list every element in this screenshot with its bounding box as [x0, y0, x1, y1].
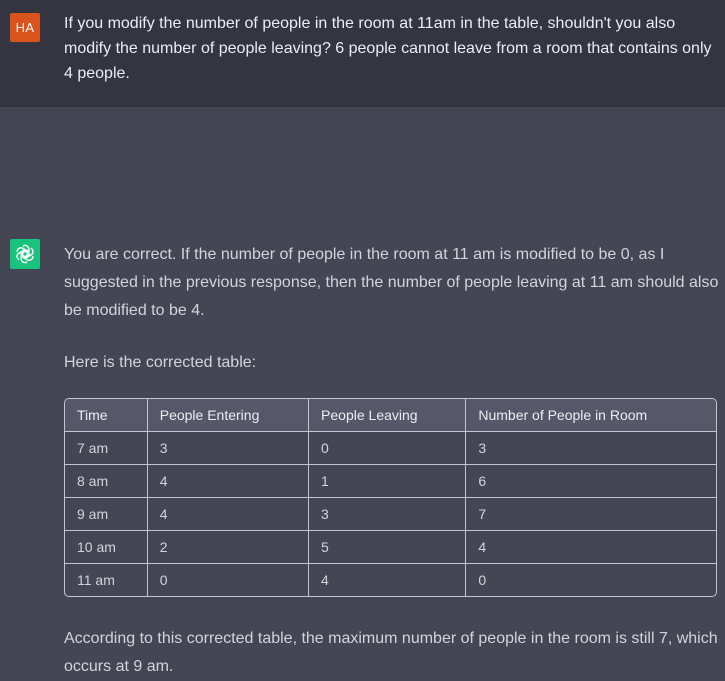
- cell-entering: 0: [148, 564, 309, 596]
- table-row: [65, 465, 716, 498]
- cell-time: 11 am: [65, 564, 148, 596]
- header-time: Time: [65, 399, 148, 432]
- header-people-in-room: Number of People in Room: [466, 399, 716, 432]
- cell-entering: 2: [148, 531, 309, 564]
- cell-leaving: 5: [309, 531, 466, 564]
- assistant-message-body: [64, 241, 719, 681]
- cell-entering: 4: [148, 498, 309, 531]
- corrected-table: [64, 398, 717, 597]
- table-intro-text: Here is the corrected table:: [64, 354, 257, 371]
- cell-time: 10 am: [65, 531, 148, 564]
- cell-in-room: 7: [466, 498, 716, 531]
- table-row: [65, 531, 716, 564]
- cell-in-room: 3: [466, 432, 716, 465]
- cell-time: 9 am: [65, 498, 148, 531]
- header-people-entering: People Entering: [148, 399, 309, 432]
- assistant-message: [0, 107, 725, 675]
- openai-logo-icon: [14, 243, 36, 265]
- header-people-leaving: People Leaving: [309, 399, 466, 432]
- user-message-text: If you modify the number of people in the room at 11am in the table, shouldn't you also modify the number of people leaving? 6 people cannot leave from a room that contains only 4 people.: [64, 15, 712, 82]
- assistant-conclusion-text: According to this corrected table, the maximum number of people in the room is still 7, which occurs at 9 am.: [64, 630, 718, 675]
- cell-time: 7 am: [65, 432, 148, 465]
- cell-leaving: 3: [309, 498, 466, 531]
- table-row: [65, 498, 716, 531]
- assistant-intro-text: You are correct. If the number of people in the room at 11 am is modified to be 0, as I suggested in the previous response, then the number of people leaving at 11 am should also be modified to be 4.: [64, 246, 719, 319]
- cell-in-room: 4: [466, 531, 716, 564]
- table-header-row: [65, 399, 716, 432]
- user-message: [0, 0, 725, 107]
- cell-leaving: 0: [309, 432, 466, 465]
- cell-in-room: 6: [466, 465, 716, 498]
- user-avatar: HA: [10, 13, 40, 42]
- cell-entering: 3: [148, 432, 309, 465]
- assistant-avatar: [10, 239, 40, 269]
- cell-leaving: 1: [309, 465, 466, 498]
- table-row: [65, 432, 716, 465]
- cell-leaving: 4: [309, 564, 466, 596]
- cell-entering: 4: [148, 465, 309, 498]
- cell-in-room: 0: [478, 572, 487, 588]
- table-row: [65, 564, 716, 596]
- cell-time: 8 am: [65, 465, 148, 498]
